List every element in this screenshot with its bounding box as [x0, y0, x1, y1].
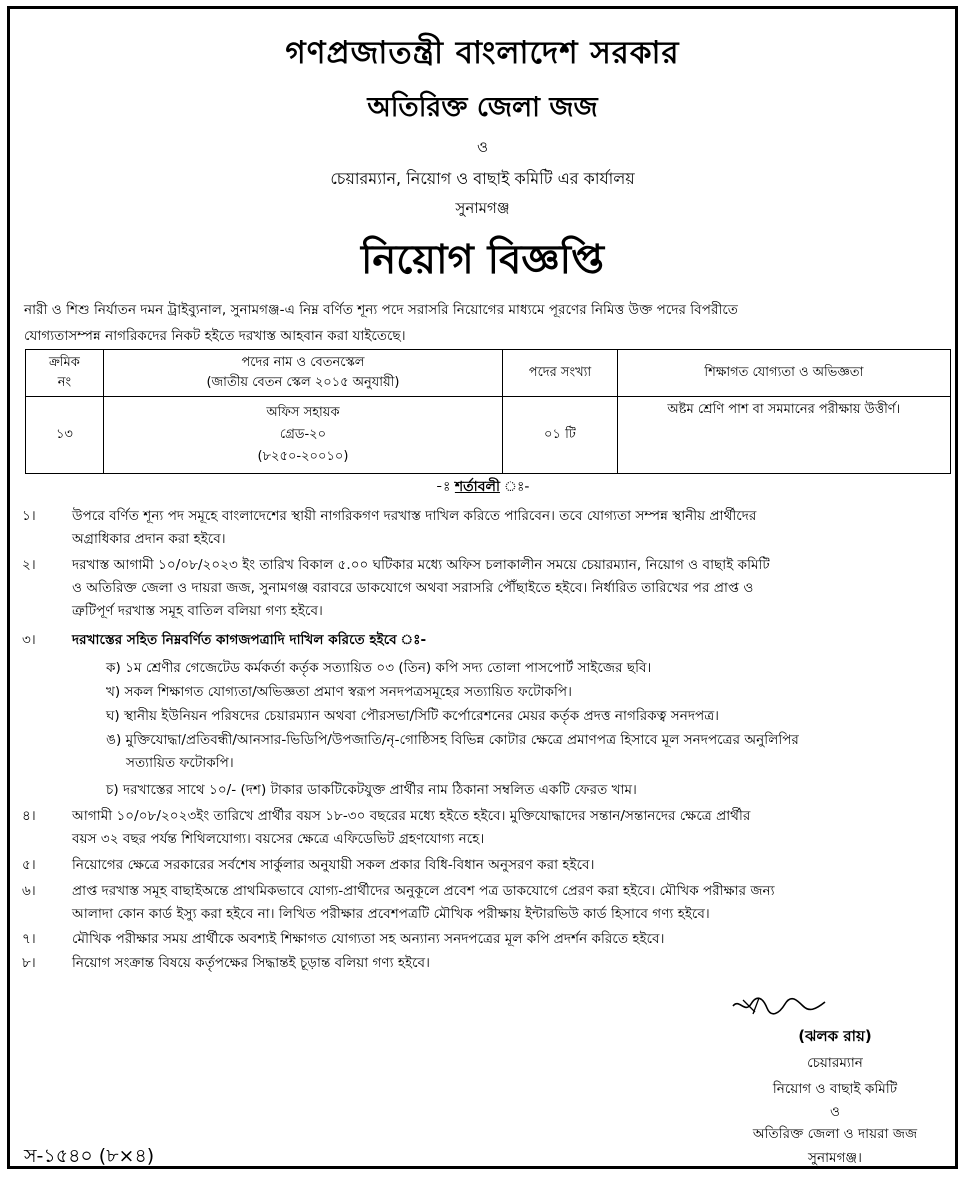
- terms-heading: -ঃ শর্তাবলী ঃ-: [435, 479, 530, 495]
- term-text: উপরে বর্ণিত শূন্য পদ সমূহে বাংলাদেশের স্থায়ী নাগরিকগণ দরখাস্ত দাখিল করিতে পারিবেন। তবে যোগ্যতা সম্পন্ন স্থানীয় প্রার্থীদের অগ্রাধিকার প্রদান করা হইবে।: [72, 508, 757, 547]
- term-text: আগামী ১০/০৮/২০২৩ইং তারিখে প্রার্থীর বয়স ১৮-৩০ বছরের মধ্যে হইতে হইবে। মুক্তিযোদ্ধাদের সন্তান/সন্তানদের ক্ষেত্রে প্রার্থীর বয়স ৩২ বছর পর্যন্ত শিথিলযোগ্য। বয়সের ক্ষেত্রে এফিডেভিট গ্রহণযোগ্য নহে।: [72, 808, 751, 847]
- cell-post: [103, 397, 502, 474]
- signatory-committee: নিয়োগ ও বাছাই কমিটি: [772, 1081, 898, 1097]
- committee-office: চেয়ারম্যান, নিয়োগ ও বাছাই কমিটি এর কার্যালয়: [330, 169, 635, 188]
- post-name: অফিস সহায়ক: [266, 405, 340, 420]
- government-title: গণপ্রজাতন্ত্রী বাংলাদেশ সরকার: [285, 35, 680, 71]
- notice-title: নিয়োগ বিজ্ঞপ্তি: [360, 237, 604, 283]
- signatory-conjunction: ও: [829, 1104, 840, 1120]
- district-name: সুনামগঞ্জ: [455, 199, 510, 217]
- term-number: ৩।: [22, 632, 36, 648]
- sub-item: ক) ১ম শ্রেণীর গেজেটেড কর্মকর্তা কর্তৃক সত্যায়িত ০৩ (তিন) কপি সদ্য তোলা পাসপোর্ট সাইজের ছবি।: [106, 660, 652, 676]
- table-row: [26, 397, 951, 474]
- intro-line-1: নারী ও শিশু নির্যাতন দমন ট্রাইব্যুনাল, সুনামগঞ্জ-এ নিম্ন বর্ণিত শূন্য পদে সরাসরি নিয়োগের মাধ্যমে পূরণের নিমিত্ত উক্ত পদের বিপরীতে: [24, 302, 738, 318]
- reference-number: স-১৫৪০ (৮×৪): [24, 1145, 155, 1167]
- intro-line-2: যোগ্যতাসম্পন্ন নাগরিকদের নিকট হইতে দরখাস্ত আহবান করা যাইতেছে।: [24, 328, 406, 344]
- term-number: ৫।: [22, 857, 36, 873]
- signatory-designation: চেয়ারম্যান: [807, 1055, 863, 1071]
- term-text: মৌখিক পরীক্ষার সময় প্রার্থীকে অবশ্যই শিক্ষাগত যোগ্যতা সহ অন্যান্য সনদপত্রের মূল কপি প্রদর্শন করিতে হইবে।: [72, 931, 665, 947]
- term-text: দরখাস্ত আগামী ১০/০৮/২০২৩ ইং তারিখ বিকাল ৫.০০ ঘটিকার মধ্যে অফিস চলাকালীন সময়ে চেয়ারম্যান, নিয়োগ ও বাছাই কমিটি ও অতিরিক্ত জেলা ও দায়রা জজ, সুনামগঞ্জ বরাবরে ডাকযোগে অথবা সরাসরি পৌঁছাইতে হইবে। নির্ধারিত তারিখের পর প্রাপ্ত ও ত্রুটিপূর্ণ দরখাস্ত সমূহ বাতিল বলিয়া গণ্য হইবে।: [72, 557, 770, 619]
- header-conjunction: ও: [476, 138, 489, 156]
- term-number: ৬।: [22, 883, 36, 899]
- notice-page: [7, 6, 958, 1169]
- header-serial: ক্রমিক নং: [26, 350, 104, 397]
- sub-item: ঘ) স্থানীয় ইউনিয়ন পরিষদের চেয়ারম্যান অথবা পৌরসভা/সিটি কর্পোরেশনের মেয়র কর্তৃক প্রদত্ত নাগরিকত্ব সনদপত্র।: [106, 708, 720, 724]
- term-number: ৪।: [22, 808, 36, 824]
- signatory-name: (ঝলক রায়): [798, 1027, 872, 1045]
- table-header-row: [26, 350, 951, 397]
- sub-item: ঙ) মুক্তিযোদ্ধা/প্রতিবন্ধী/আনসার-ভিডিপি/উপজাতি/নৃ-গোষ্ঠিসহ বিভিন্ন কোটার ক্ষেত্রে প্রমাণপত্র হিসাবে মূল সনদপত্রের অনুলিপির সত্যায়িত ফটোকপি।: [106, 732, 799, 771]
- cell-qualification: অষ্টম শ্রেণি পাশ বা সমমানের পরীক্ষায় উত্তীর্ণ।: [617, 397, 950, 474]
- intro-paragraph: [24, 297, 941, 349]
- header-qualification: শিক্ষাগত যোগ্যতা ও অভিজ্ঞতা: [617, 350, 950, 397]
- header-count: পদের সংখ্যা: [503, 350, 618, 397]
- sub-item: খ) সকল শিক্ষাগত যোগ্যতা/অভিজ্ঞতা প্রমাণ স্বরূপ সনদপত্রসমূহের সত্যায়িত ফটোকপি।: [106, 684, 572, 700]
- signatory-office: অতিরিক্ত জেলা ও দায়রা জজ: [752, 1126, 918, 1142]
- term-number: ২।: [22, 557, 36, 573]
- term-text: প্রাপ্ত দরখাস্ত সমূহ বাছাইঅন্তে প্রাথমিকভাবে যোগ্য-প্রার্থীদের অনুকূলে প্রবেশ পত্র ডাকযোগে প্রেরণ করা হইবে। মৌখিক পরীক্ষার জন্য আলাদা কোন কার্ড ইস্যু করা হইবে না। লিখিত পরীক্ষার প্রবেশপত্রটি মৌখিক পরীক্ষায় ইন্টারভিউ কার্ড হিসাবে গণ্য হইবে।: [72, 883, 775, 922]
- term-text: নিয়োগের ক্ষেত্রে সরকারের সর্বশেষ সার্কুলার অনুযায়ী সকল প্রকার বিধি-বিধান অনুসরণ করা হইবে।: [72, 857, 595, 873]
- post-grade: গ্রেড-২০: [279, 427, 327, 442]
- term-number: ৭।: [22, 931, 36, 947]
- term-text: দরখাস্তের সহিত নিম্নবর্ণিত কাগজপত্রাদি দাখিল করিতে হইবে ঃ-: [72, 632, 427, 648]
- sub-item: চ) দরখাস্তের সাথে ১০/- (দশ) টাকার ডাকটিকেটযুক্ত প্রার্থীর নাম ঠিকানা সম্বলিত একটি ফেরত খাম।: [106, 782, 637, 798]
- signature-scribble-icon: [725, 992, 835, 1022]
- signatory-district: সুনামগঞ্জ।: [808, 1150, 862, 1166]
- cell-serial: ১৩: [26, 397, 104, 474]
- office-title: অতিরিক্ত জেলা জজ: [367, 92, 598, 123]
- header-post: পদের নাম ও বেতনস্কেল (জাতীয় বেতন স্কেল ২০১৫ অনুযায়ী): [103, 350, 502, 397]
- cell-count: ০১ টি: [503, 397, 618, 474]
- term-text: নিয়োগ সংক্রান্ত বিষয়ে কর্তৃপক্ষের সিদ্ধান্তই চূড়ান্ত বলিয়া গণ্য হইবে।: [72, 955, 430, 971]
- term-number: ১।: [22, 508, 36, 524]
- posts-table: [25, 349, 951, 474]
- post-scale: (৮২৫০-২০০১০): [257, 449, 349, 464]
- term-number: ৮।: [22, 955, 36, 971]
